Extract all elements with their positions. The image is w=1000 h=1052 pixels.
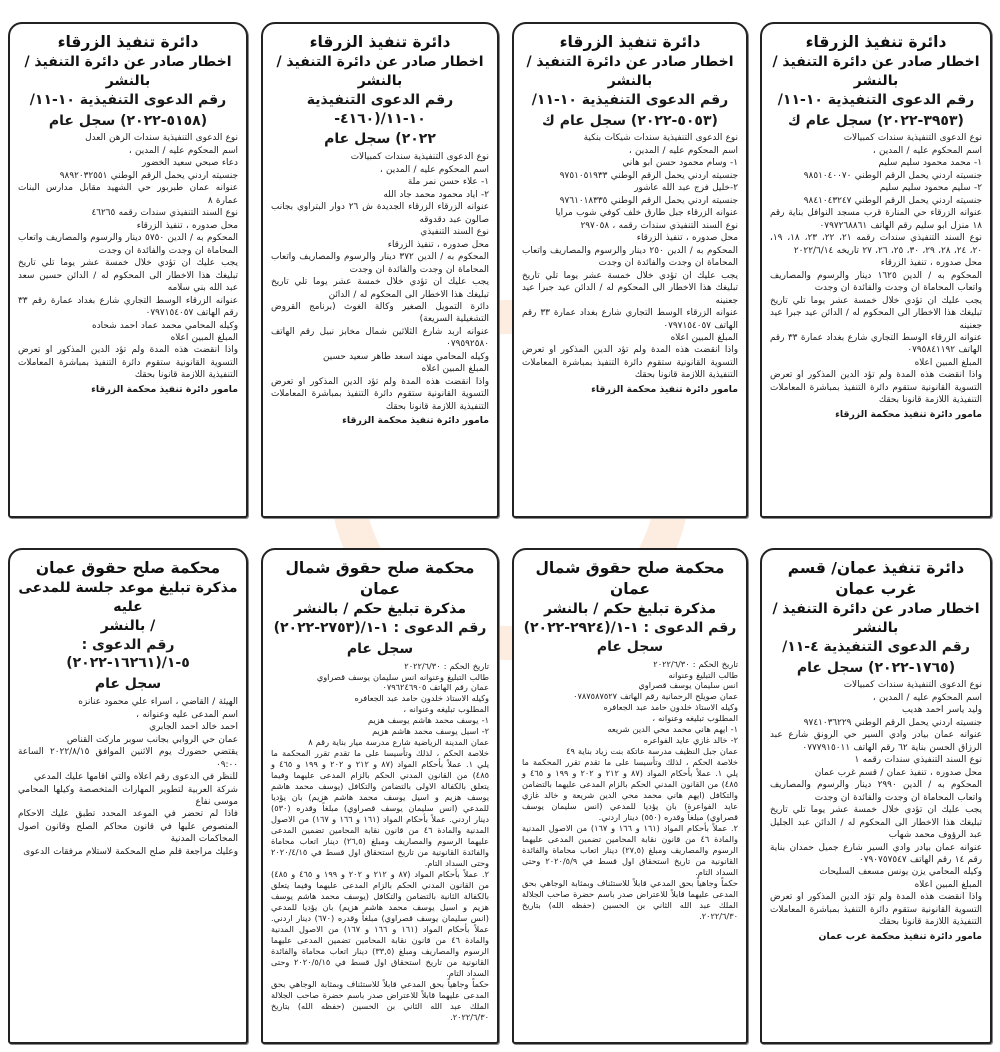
notice-line: احمد خالد احمد الجابري [149, 722, 238, 733]
notice-line: وكيله المحامي يزن يونس مسعف السليحات [819, 867, 982, 878]
notice-line: واذا انقضت هذه المدة ولم تؤد الدين المذكور او تعرض التسوية القانونية ستقوم دائرة التنفيذ بمباشرة المعاملات التنفيذية اللازمة قانونا بحقك [770, 892, 982, 928]
notice-line: عنوانه الزرقاء جبل طارق خلف كوفي شوب مرايا [555, 208, 738, 219]
notice-line: محل صدوره ، تنفيذ الزرقاء [136, 220, 238, 231]
notice-issuer-title: دائرة تنفيذ عمان/ قسم غرب عمان [787, 559, 965, 598]
notice-subtitle: / بالنشر [100, 617, 156, 634]
notice-signature: مامور دائرة تنفيذ محكمة الزرقاء [591, 383, 738, 395]
notice-line: دعاء صبحي سعيد الخضور [142, 158, 238, 169]
notice-line: المحكوم به / الدين ٥٧٥٠ دينار والرسوم والمصاريف واتعاب المحاماة ان وجدت والفائدة ان وجدت [18, 233, 238, 256]
case-number: (٣٩٥٣-٢٠٢٢) سجل عام ك [788, 112, 964, 129]
notice-line: اسم المحكوم عليه / المدين ، [128, 145, 238, 156]
notice-line: واذا انقضت هذه المدة ولم تؤد الدين المذكور او تعرض التسوية القانونية ستقوم دائرة التنفيذ بمباشرة المعاملات التنفيذية اللازمة قانونا بحقك [271, 376, 489, 412]
notice-line: المبلغ المبين اعلاه [914, 357, 982, 368]
notice-line: ٢-خليل فرج عبد الله عاشور [634, 183, 738, 194]
case-number: رقم الدعوى التنفيذية ١٠-١١/(٤١٦٠- [306, 91, 454, 127]
notice-line: المبلغ المبين اعلاه [670, 332, 738, 343]
notice-line: المبلغ المبين اعلاه [170, 332, 238, 343]
notice-line: للنظر في الدعوى رقم اعلاه والتي اقامها عليك المدعي [33, 772, 238, 783]
notice-line: المحكوم به / الدين ٣٧٢ دينار والرسوم والمصاريف واتعاب المحاماة ان وجدت والفائدة ان وجدت [271, 252, 489, 275]
notice-line: ٢- سليم محمود سليم سليم [879, 183, 982, 194]
notice-zarqa-5158 [8, 22, 248, 518]
notice-subtitle: اخطار صادر عن دائرة التنفيذ / بالنشر [276, 53, 484, 89]
notice-line: جنسيته اردني يحمل الرقم الوطني ٩٨٩٢٠٣٢٥٥١ [59, 170, 238, 181]
notice-line: وكيله الاستاذ خلدون حامد عبد الجعافره [354, 693, 489, 704]
notice-north-amman-2924 [512, 548, 748, 1044]
notice-line: عنوانه الزرقاء الوسط التجاري شارع بغداد عمارة ٣٣ رقم الهاتف ٠٧٩٧١٥٤٠٥٧ [522, 308, 739, 331]
notice-line: دائرة التمويل الصغير وكالة الغوث (برنامج القروض التشغيلية السريعة) [271, 302, 489, 325]
case-number: ٢٠٢٢) سجل عام [324, 131, 436, 148]
case-number: (٥٠٥٣-٢٠٢٢) سجل عام ك [542, 112, 718, 129]
notice-line: نوع الدعوى التنفيذية سندات كمبيالات [843, 133, 982, 144]
notice-line: نوع الدعوى التنفيذية سندات كمبيالات [843, 680, 982, 691]
notice-line: المبلغ المبين اعلاه [421, 364, 489, 375]
notice-line: ١- علاء حسن نمر ملة [407, 177, 489, 188]
notice-line: عنوانه الزرقاء الزرقاء الجديدة ش ٢٦ دوار البتراوي بجانب صالون عبد دقدوقه [271, 202, 489, 225]
notice-issuer-title: محكمة صلح حقوق شمال عمان [535, 559, 725, 598]
notice-line: المحكوم به / الدين ٢٩٩٠ دينار والرسوم والمصاريف واتعاب المحاماة ان وجدت والفائدة ان وجدت [770, 780, 982, 803]
notice-subtitle: اخطار صادر عن دائرة التنفيذ / بالنشر [24, 53, 232, 89]
notice-line: عنوانه عمان طبربور حي الشهيد مقابل مدارس البنات عمارة ٨ [18, 183, 238, 206]
notice-line: واذا انقضت هذه المدة ولم تؤد الدين المذكور او تعرض التسوية القانونية ستقوم دائرة التنفيذ بمباشرة المعاملات التنفيذية اللازمة قانونا بحقك [18, 345, 238, 381]
notice-north-amman-2753 [261, 548, 499, 1044]
notice-line: محل صدوره ، تنفيذ الزرقاء [636, 233, 738, 244]
notice-line: عنوانه الزرقاء الوسط التجاري شارع بغداد عمارة رقم ٣٣ رقم الهاتف ٠٧٩٧١٥٤٠٥٧ [18, 295, 238, 319]
notice-line: عمان صويلح الرحمانية رقم الهاتف ٠٧٨٧٥٨٧٥٢٧ [573, 691, 738, 702]
case-number: (٥١٥٨-٢٠٢٢) سجل عام [48, 112, 208, 129]
notice-line: ٢- اسيل يوسف محمد هاشم هزيم [372, 726, 489, 737]
notice-line: نوع الدعوى التنفيذية سندات الرهن العدل [85, 133, 238, 144]
case-number: سجل عام [346, 640, 414, 657]
notice-line: وكيله الاستاذ خلدون حامد عبد الجعافره [603, 702, 738, 713]
notice-line: نوع السند التنفيذي سندات رقمه ١ [854, 755, 982, 766]
notice-line: ٢. عملاً بأحكام المواد (٨٧ و ٢١٢ و ٢٠٢ و ١٩٩ و ٤٦٥ و ٤٨٥) من القانون المدني الحكم بالزام المدعى عليهما وفيما يتعلق بالكفالة الثانية بالتضامن والتكافل (يوسف محمد هاشم يوسف هزيم و اسيل يوسف محمد هاشم هزيم) بان يؤديا للمدعي (انس سليمان يوسف قصراوي) مبلغاً وقدره (٦٧٠) دينار اردني. عملاً بأحكام المواد (١٦١ و ١٦٦ و ١٦٧) من الاصول المدنية والمادة ٤٦ من قانون نقابة المحامين تضمين المدعى عليهما الرسوم والمصاريف ومبلغ (٣٣,٥) دينار اتعاب محاماة والفائدة القانونية من تاريخ استحقاق اول قسط في ٢٠٢٠/٥/١٥ وحتى السداد التام. [271, 869, 489, 979]
notice-issuer-title: محكمة صلح حقوق عمان [35, 559, 221, 577]
notice-amman-session-16261 [8, 548, 248, 1044]
notice-issuer-title: دائرة تنفيذ الزرقاء [57, 33, 199, 51]
notice-line: المطلوب تبليغه وعنوانه ، [652, 713, 738, 724]
notice-line: يجب عليك ان تؤدي خلال خمسة عشر يوما تلي تاريخ تبليغك هذا الاخطار الى المحكوم له / الدائن [271, 277, 489, 300]
notice-line: يجب عليك ان تؤدي خلال خمسة عشر يوما تلي تاريخ تبليغك هذا الاخطار الى المحكوم له / الدائن عيد جبرا عيد جعنينه [770, 295, 982, 331]
notice-line: محل صدوره ، تنفيذ الزرقاء [880, 258, 982, 269]
notice-line: عنوانه اربد شارع الثلاثين شمال مخابز نبيل رقم الهاتف ٠٧٩٥٩٢٥٨٠ [271, 326, 489, 350]
notice-line: واذا انقضت هذه المدة ولم تؤد الدين المذكور او تعرض التسوية القانونية ستقوم دائرة التنفيذ بمباشرة المعاملات التنفيذية اللازمة قانونا بحقك [522, 345, 738, 381]
notice-line: عمان جبل النظيف مدرسة عاتكة بنت زياد بناية ٤٩ [566, 746, 738, 757]
notice-subtitle: مذكرة تبليغ موعد جلسة للمدعى عليه [18, 579, 238, 615]
notice-line: اسم المحكوم عليه / المدين ، [379, 164, 489, 175]
notice-line: يجب عليك ان تؤدي خلال خمسة عشر يوما تلي تاريخ تبليغك هذا الاخطار الى المحكوم له / الدائن حسين سعد عبد الله بني سلامه [18, 258, 238, 294]
notice-line: وعليك مراجعة قلم صلح المحكمة لاستلام مرفقات الدعوى [23, 846, 238, 857]
notice-zarqa-5053 [512, 22, 748, 518]
notice-line: وليد ياسر احمد هديب [901, 705, 982, 716]
case-number: رقم الدعوى التنفيذية ٤-١١/ [782, 638, 970, 655]
notice-body [18, 132, 238, 381]
notice-line: طالب التبليغ وعنوانه انس سليمان يوسف قصراوي [316, 671, 489, 682]
notice-body [522, 659, 738, 923]
notice-subtitle: اخطار صادر عن دائرة التنفيذ / بالنشر [772, 53, 980, 89]
notice-line: حكماً وجاهياً بحق المدعي قابلاً للاستئناف وبمثابة الوجاهي بحق المدعى عليهما قابلاً للاعتراض صدر باسم حضرة صاحب الجلالة الملك عبد الله الثاني بن الحسين (حفظه الله) بتاريخ ٢٠٢٢/٦/٣٠. [271, 979, 489, 1023]
notice-line: طالب التبليغ وعنوانه [668, 669, 738, 680]
notice-line: المطلوب تبليغه وعنوانه ، [403, 704, 489, 715]
notice-line: محل صدوره ، تنفيذ الزرقاء [387, 239, 489, 250]
notice-subtitle: اخطار صادر عن دائرة التنفيذ / بالنشر [526, 53, 734, 89]
notice-line: اسم المحكوم عليه / المدين ، [872, 145, 982, 156]
notice-line: فاذا لم تحضر في الموعد المحدد تطبق عليك الاحكام المنصوص عليها في قانون محاكم الصلح وقانون اصول المحاكمات المدنية [18, 809, 238, 845]
notice-signature: مامور دائرة تنفيذ محكمة الزرقاء [342, 415, 489, 427]
case-number: رقم الدعوى التنفيذية ١٠-١١/ [29, 91, 227, 108]
notice-line: حكماً وجاهياً بحق المدعي قابلاً للاستئناف وبمثابة الوجاهي بحق المدعى عليهما قابلاً للاعتراض صدر باسم حضرة صاحب الجلالة الملك عبد الله الثاني بن الحسين (حفظه الله) بتاريخ ٢٠٢٢/٦/٣٠. [522, 878, 738, 922]
notice-line: ٢. عملاً بأحكام المواد (١٦١ و ١٦٦ و ١٦٧) من الاصول المدنية والمادة ٤٦ من قانون نقابة المحامين تضمين المدعى عليهما الرسوم والمصاريف ومبلغ (٢٧,٥) دينار اتعاب محاماة والفائدة القانونية من تاريخ استحقاق اول قسط في ٢٠٢٠/٥/٩ وحتى السداد التام. [522, 823, 739, 878]
notice-line: عمان حي الروابي بجانب سوبر ماركت القناص [66, 734, 238, 745]
case-number: رقم الدعوى : ١-١/(٢٧٥٣-٢٠٢٢) [273, 619, 487, 636]
case-number: رقم الدعوى : ٥-١/(١٦٢٦١-٢٠٢٢) [66, 636, 190, 672]
notice-line: تاريخ الحكم : ٢٠٢٢/٦/٣٠ [404, 660, 489, 671]
notice-signature: مامور دائرة تنفيذ محكمة غرب عمان [818, 930, 982, 942]
notice-line: عمان المدينة الرياضية شارع مدرسة ميار بناية رقم ٨ [308, 737, 489, 748]
notice-issuer-title: محكمة صلح حقوق شمال عمان [285, 559, 475, 598]
notice-line: ٢- خالد غازي عايد الفواعره [643, 735, 738, 746]
notice-line: المبلغ المبين اعلاه [914, 879, 982, 890]
notice-subtitle: مذكرة تبليغ حكم / بالنشر [293, 600, 467, 617]
notice-line: نوع السند التنفيذي سندات رقمه ٤٦٢٦٥ [91, 208, 238, 219]
notice-issuer-title: دائرة تنفيذ الزرقاء [309, 33, 451, 51]
notice-line: اسم المحكوم عليه / المدين ، [628, 145, 738, 156]
notice-issuer-title: دائرة تنفيذ الزرقاء [805, 33, 947, 51]
notice-line: خلاصة الحكم ، لذلك وتأسيسا على ما تقدم تقرر المحكمة ما يلي ١. عملاً بأحكام المواد (٨٧ و ٢١٢ و ٢٠٢ و ١٩٩ و ٤٦٥ و ٤٨٥) من القانون المدني الحكم بالزام المدعى عليهما وفيما يتعلق بالكفالة الاولى بالتضامن والتكافل (يوسف محمد هاشم يوسف هزيم و اسيل يوسف محمد هاشم هزيم) بان يؤديا للمدعي (انس سليمان يوسف قصراوي) مبلغاً وقدره (٥٣٠) دينار اردني. عملاً بأحكام المواد (١٦١ و ١٦٦ و ١٦٧) من الاصول المدنية والمادة ٤٦ من قانون نقابة المحامين تضمين المدعى عليهما الرسوم والمصاريف ومبلغ (٢٦,٥) دينار اتعاب محاماة والفائدة القانونية من تاريخ استحقاق اول قسط في ٢٠٢٠/٤/١٥ وحتى السداد التام. [271, 748, 489, 869]
notice-line: جنسيته اردني يحمل الرقم الوطني ٩٧٤١٠٣٦٢٢٩ [803, 717, 982, 728]
notice-signature: مامور دائرة تنفيذ محكمة الزرقاء [835, 408, 982, 420]
notice-line: واذا انقضت هذه المدة ولم تؤد الدين المذكور او تعرض التسوية القانونية ستقوم دائرة التنفيذ بمباشرة المعاملات التنفيذية اللازمة قانونا بحقك [770, 370, 982, 406]
notice-body [18, 696, 238, 858]
notice-body [271, 151, 489, 413]
notice-line: ١- يوسف محمد هاشم يوسف هزيم [368, 715, 489, 726]
notice-line: ٢- اياد محمود محمد جاد الله [383, 189, 489, 200]
notice-line: اسم المدعى عليه وعنوانه ، [136, 709, 238, 720]
notice-line: ١- محمد محمود سليم سليم [878, 158, 982, 169]
notice-line: شركة العربية لتطوير المهارات المتخصصة وكيلها المحامي موسى نفاع [18, 784, 238, 808]
notice-line: محل صدوره ، تنفيذ عمان / قسم غرب عمان [814, 767, 982, 778]
notice-line: جنسيته اردني يحمل الرقم الوطني ٩٧٥١٠٥١٩٣٣ [559, 170, 738, 181]
notice-line: الهيئة / القاضي ، اسراء علي محمود عنانزه [78, 697, 238, 708]
notice-line: ١- ايهم هاني محمد محي الدين شريعه [607, 724, 738, 735]
notice-line: المحكوم به / الدين ٢٥٠ دينار والرسوم والمصاريف واتعاب المحاماة ان وجدت والفائدة ان وجدت [522, 245, 738, 269]
notice-line: عنوانه عمان بيادر وادي السير حي الرونق شارع عبد الرزاق الحسن بناية ٦٢ رقم الهاتف ٠٧٧٧٩١٥٠١١ [770, 730, 982, 753]
notice-line: تاريخ الحكم : ٢٠٢٢/٦/٣٠ [653, 658, 738, 669]
notice-line: نوع السند التنفيذي سندات رقمه ، ٢٩٧٠٥٨ [580, 220, 738, 231]
notice-line: عنوانه الزرقاء الوسط التجاري شارع بغداد عمارة ٣٣ رقم الهاتف ٠٧٩٥٨٤١١٩٢ [770, 332, 983, 356]
notice-line: انس سليمان يوسف قصراوي [638, 680, 738, 691]
notice-line: خلاصة الحكم ، لذلك وتأسيسا على ما تقدم تقرر المحكمة ما يلي ١. عملاً بأحكام المواد (٨٧ و ٢١٢ و ٢٠٢ و ١٩٩ و ٤٦٥ و ٤٨٥) من القانون المدني الحكم بالزام المدعى عليهما بالتضامن والتكافل (ايهم هاني محمد محي الدين شريعة و خالد غازي عايد الفواعرة) بان يؤديا للمدعي (انس سليمان يوسف قصراوي) مبلغاً وقدره (٥٥٠) دينار اردني. [522, 757, 739, 823]
case-number: (١٧٦٥-٢٠٢٢) سجل عام [796, 659, 956, 676]
notice-body [770, 132, 982, 406]
notice-line: عنوانه عمان بيادر وادي السير شارع جميل حمدان بناية رقم ١٤ رقم الهاتف ٠٧٩٠٧٥٧٥٤٧ [770, 842, 982, 865]
notice-zarqa-4160 [261, 22, 499, 518]
notice-line: يجب عليك ان تؤدي خلال خمسة عشر يوما تلي تاريخ تبليغك هذا الاخطار الى المحكوم له / الدائن عبد الجليل عبد الرؤوف محمد شهاب [770, 805, 982, 841]
notice-line: نوع الدعوى التنفيذية سندات كمبيالات [350, 152, 489, 163]
notice-body [271, 661, 489, 1023]
case-number: سجل عام [94, 676, 162, 693]
notice-line: يقتضي حضورك يوم الاثنين الموافق ٢٠٢٢/٨/١٥ الساعة ٠٩:٠٠ [18, 747, 238, 770]
notice-line: عمان رقم الهاتف ٠٧٩٦٢٤٦٩٠٥ [382, 682, 489, 693]
case-number: رقم الدعوى : ١-١/(٢٩٢٤-٢٠٢٢) سجل عام [523, 619, 737, 655]
notice-body [522, 132, 738, 381]
notice-west-amman-1765 [760, 548, 992, 1044]
case-number: رقم الدعوى التنفيذية ١٠-١١/ [777, 91, 975, 108]
notice-subtitle: مذكرة تبليغ حكم / بالنشر [543, 600, 717, 617]
notice-line: جنسيته اردني يحمل الرقم الوطني ٩٨٥١٠٤٠٠٧٠ [803, 170, 982, 181]
notice-zarqa-3953 [760, 22, 992, 518]
notice-line: المحكوم به / الدين ١٦٢٥ دينار والرسوم والمصاريف واتعاب المحاماة ان وجدت والفائدة ان وجدت [770, 270, 982, 294]
notice-subtitle: اخطار صادر عن دائرة التنفيذ / بالنشر [772, 600, 980, 636]
notice-body [770, 679, 982, 928]
notice-line: اسم المحكوم عليه / المدين ، [872, 692, 982, 703]
notice-line: يجب عليك ان تؤدي خلال خمسة عشر يوما تلي تاريخ تبليغك هذا الاخطار الى المحكوم له / الدائن عيد جبرا عيد جعنينه [522, 270, 738, 306]
notice-line: نوع الدعوى التنفيذية سندات شيكات بنكية [583, 133, 738, 144]
case-number: رقم الدعوى التنفيذية ١٠-١١/ [531, 91, 729, 108]
notice-line: عنوانه الزرقاء حي المنارة قرب مسجد النوافل بناية رقم ١٨ منزل ابو سليم رقم الهاتف ٠٧٩٧٢٦٨٨٦١ [770, 208, 982, 231]
notice-line: جنسيته اردني يحمل الرقم الوطني ٩٧٦١٠١٨٣٣٥ [559, 195, 738, 206]
notice-line: جنسيته اردني يحمل الرقم الوطني ٩٨٤١٠٤٣٢٤٧ [803, 195, 982, 206]
notice-line: نوع السند التنفيذي سندات رقمه ٢١، ٢٢، ٢٣، ١٨، ١٩، ٢٠، ٢٤، ٢٨، ٢٩، ٣٠، ٢٥، ٢٦، ٢٧ تاريخه ٢٠٢٢/٦/١٤ [770, 233, 982, 256]
notice-line: وكيله المحامي مهند اسعد طاهر سعيد حسين [323, 351, 489, 362]
notice-line: نوع السند التنفيذي [420, 227, 489, 238]
notice-line: وكيله المحامي محمد عماد احمد شحاده [92, 320, 238, 331]
notice-signature: مامور دائرة تنفيذ محكمة الزرقاء [91, 383, 238, 395]
notice-line: ١- وسام محمود حسن ابو هاني [622, 158, 738, 169]
notice-issuer-title: دائرة تنفيذ الزرقاء [559, 33, 701, 51]
